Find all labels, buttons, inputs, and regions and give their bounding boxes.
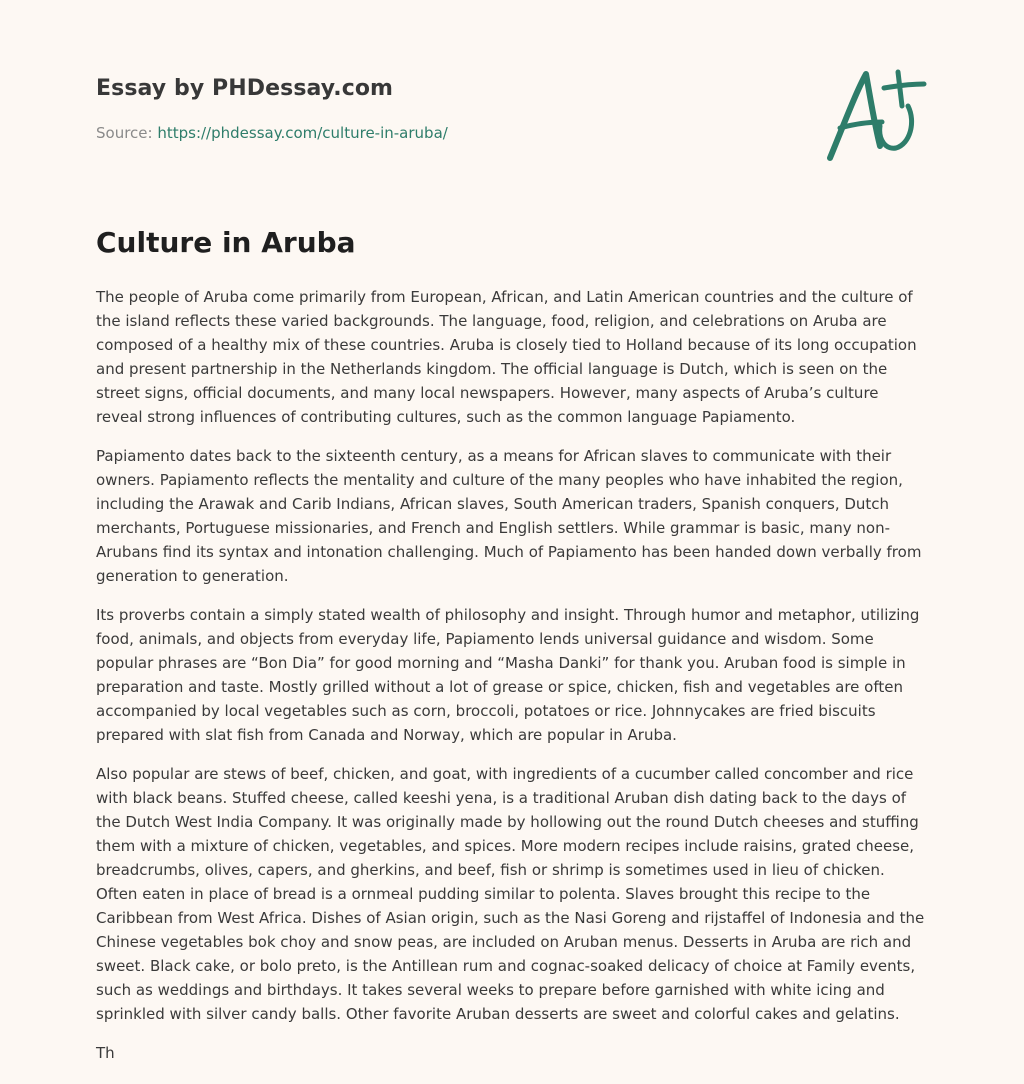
paragraph: The people of Aruba come primarily from European, African, and Latin American countries and the culture of the island reflects these varied backgrounds. The language, food, religion, and celebrations on Aruba are composed of a healthy mix of these countries. Aruba is closely tied to Holland because of its long occupation and present partnership in the Netherlands kingdom. The official language is Dutch, which is seen on the street signs, official documents, and many local newspapers. However, many aspects of Aruba’s culture reveal strong influences of contributing cultures, such as the common language Papiamento. xyxy=(96,288,917,426)
essay-body xyxy=(96,285,928,1080)
source-label: Source: xyxy=(96,124,158,142)
paragraph: Its proverbs contain a simply stated wealth of philosophy and insight. Through humor and metaphor, utilizing food, animals, and objects from everyday life, Papiamento lends universal guidance and wisdom. Some popular phrases are “Bon Dia” for good morning and “Masha Danki” for thank you. Aruban food is simple in preparation and taste. Mostly grilled without a lot of grease or spice, chicken, fish and vegetables are often accompanied by local vegetables such as corn, broccoli, potatoes or rice. Johnnycakes are fried biscuits prepared with slat fish from Canada and Norway, which are popular in Aruba. xyxy=(96,606,920,744)
essay-title: Culture in Aruba xyxy=(96,226,356,259)
a-plus-logo-icon xyxy=(820,66,930,166)
source-link[interactable]: https://phdessay.com/culture-in-aruba/ xyxy=(157,124,448,142)
paragraph: Th xyxy=(96,1044,115,1062)
paragraph: Also popular are stews of beef, chicken, and goat, with ingredients of a cucumber called concomber and rice with black beans. Stuffed cheese, called keeshi yena, is a traditional Aruban dish dating back to the days of the Dutch West India Company. It was originally made by hollowing out the round Dutch cheeses and stuffing them with a mixture of chicken, vegetables, and spices. More modern recipes include raisins, grated cheese, breadcrumbs, olives, capers, and gherkins, and beef, fish or shrimp is sometimes used in lieu of chicken. Often eaten in place of bread is a ornmeal pudding similar to polenta. Slaves brought this recipe to the Caribbean from West Africa. Dishes of Asian origin, such as the Nasi Goreng and rijstaffel of Indonesia and the Chinese vegetables bok choy and snow peas, are included on Aruban menus. Desserts in Aruba are rich and sweet. Black cake, or bolo preto, is the Antillean rum and cognac-soaked delicacy of choice at Family events, such as weddings and birthdays. It takes several weeks to prepare before garnished with white icing and sprinkled with silver candy balls. Other favorite Aruban desserts are sweet and colorful cakes and gelatins. xyxy=(96,765,925,1023)
source-line xyxy=(96,124,448,142)
site-brand: Essay by PHDessay.com xyxy=(96,76,394,101)
paragraph: Papiamento dates back to the sixteenth century, as a means for African slaves to communicate with their owners. Papiamento reflects the mentality and culture of the many peoples who have inhabited the region, including the Arawak and Carib Indians, African slaves, South American traders, Spanish conquers, Dutch merchants, Portuguese missionaries, and French and English settlers. While grammar is basic, many non-Arubans find its syntax and intonation challenging. Much of Papiamento has been handed down verbally from generation to generation. xyxy=(96,447,922,585)
